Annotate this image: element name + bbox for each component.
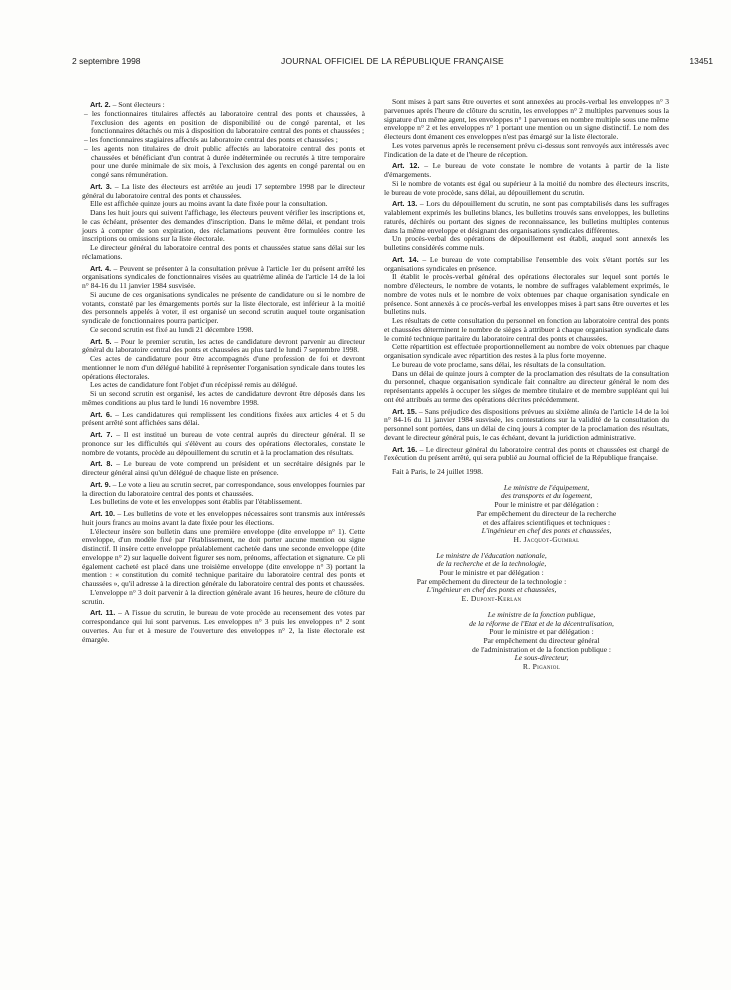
list-item: – les fonctionnaires titulaires affectés au laboratoire central des ponts et chaussées, à l'exclusion des agents en position de disponibilité ou de congé parental, et les fonctionnaires détachés ou mis à disposition du laboratoire central des ponts et chaussées ; <box>84 108 365 136</box>
article-paragraph <box>82 510 365 528</box>
signature-line: de la recherche et de la technologie, <box>436 559 547 569</box>
paragraph: Les actes de candidature font l'objet d'un récépissé remis au délégué. <box>90 380 298 390</box>
article-paragraph <box>82 431 365 457</box>
article-paragraph <box>82 460 365 478</box>
article-number: Art. 5. <box>90 336 112 346</box>
signature-line: Pour le ministre et par délégation : <box>494 500 599 510</box>
article-paragraph <box>82 609 365 644</box>
signature-line: Le ministre de l'équipement, <box>503 482 590 492</box>
elector-list <box>82 110 365 180</box>
article-paragraph <box>384 446 669 464</box>
signature-line: et des affaires scientifiques et techniques : <box>482 517 611 527</box>
article-paragraph <box>384 200 669 235</box>
article-text: – A l'issue du scrutin, le bureau de vote procède au recensement des votes par correspondance qui lui sont parvenus. Les enveloppes n° 3 puis les enveloppes n° 2 sont ouvertes. Au fur et à mesure de l'ouverture des enveloppes n° 2, la liste électorale est émargée. <box>82 608 365 644</box>
paragraph: Dans les huit jours qui suivent l'affichage, les électeurs peuvent vérifier les inscriptions et, le cas échéant, présenter des demandes d'inscription. Dans le même délai, et pendant trois jours à compter de son expiration, des réclamations peuvent être formulées contre les inscriptions ou omissions sur la liste électorale. <box>82 208 365 244</box>
article-text: – Le bureau de vote comprend un président et un secrétaire désignés par le directeur général ainsi qu'un délégué de chaque liste en présence. <box>82 459 366 477</box>
signature-line: L'ingénieur en chef des ponts et chaussées, <box>426 585 557 595</box>
header-date: 2 septembre 1998 <box>72 56 141 66</box>
signature-line: Par empêchement du directeur de la recherche <box>476 508 617 518</box>
signature-line: Pour le ministre et par délégation : <box>439 568 544 578</box>
paragraph: L'enveloppe n° 3 doit parvenir à la direction générale avant 16 heures, heure de clôture du scrutin. <box>82 587 365 606</box>
paragraph: Si aucune de ces organisations syndicales ne présente de candidature ou si le nombre de votants, constaté par les émargements portés sur la liste électorale, est inférieur à la moitié des personnels appelés à voter, il est organisé un second scrutin auquel toute organisation syndicale de fonctionnaires pourra participer. <box>82 289 365 325</box>
article-number: Art. 11. <box>90 608 116 618</box>
signatory-name: H. Jacquot-Guimbal <box>513 534 580 544</box>
signature-area <box>384 484 669 672</box>
paragraph: Si le nombre de votants est égal ou supérieur à la moitié du nombre des électeurs inscrits, le bureau de vote procède, sans délai, au dépouillement du scrutin. <box>384 178 669 197</box>
article-text: – Les candidatures qui remplissent les conditions fixées aux articles 4 et 5 du présent arrêté sont affichées sans délai. <box>82 409 366 428</box>
signature-line: L'ingénieur en chef des ponts et chaussées, <box>481 526 612 536</box>
signature-block <box>314 552 669 604</box>
paragraph: Dans un délai de quinze jours à compter de la proclamation des résultats de la consultation du personnel, chaque organisation syndicale fait connaître au directeur général le nom des représentants appelés à occuper les sièges de membre titulaire et de membre suppléant qui lui ont été attribués au terme des opérations décrites précédemment. <box>384 368 669 404</box>
article-number: Art. 9. <box>90 479 111 489</box>
article-number: Art. 8. <box>90 459 113 469</box>
article-number: Art. 13. <box>392 199 418 209</box>
signature-line: de l'administration et de la fonction publique : <box>471 644 612 654</box>
article-text: – Les bulletins de vote et les enveloppes nécessaires sont transmis aux intéressés huit jours francs au moins avant la date fixée pour les élections. <box>82 509 365 527</box>
article-text: – Peuvent se présenter à la consultation prévue à l'article 1er du présent arrêté les organisations syndicales de fonctionnaires visées au quatrième alinéa de l'article 14 de la loi n° 84-16 du 11 janvier 1984 susvisée. <box>82 263 365 290</box>
article-paragraph <box>384 162 669 180</box>
paragraph: Sont mises à part sans être ouvertes et sont annexées au procès-verbal les enveloppes n° 3 parvenues après l'heure de clôture du scrutin, les enveloppes n° 2 multiples parvenues sous la signature d'un même agent, les enveloppes n° 1 parvenues en nombre multiple sous une même enveloppe n° 2 et les enveloppes n° 1 portant une mention ou un signe distinctif. Le nom des électeurs dont émanent ces enveloppes n'est pas émargé sur la liste électorale. <box>384 97 670 141</box>
article-text: – Lors du dépouillement du scrutin, ne sont pas comptabilisés dans les suffrages valablement exprimés les bulletins blancs, les bulletins trouvés sans enveloppes, les bulletins raturés, déchirés ou portant des signes de reconnaissance, les bulletins multiples contenus dans la même enveloppe et désignant des organisations syndicales différentes. <box>384 199 669 235</box>
article-number: Art. 7. <box>90 430 113 439</box>
article-text: – Il est institué un bureau de vote central auprès du directeur général. Il se prononce sur les difficultés qui s'élèvent au cours des opérations électorales, constate le nombre de votants, procède au dépouillement du scrutin et à la proclamation des résultats. <box>82 430 365 457</box>
paragraph: Ce second scrutin est fixé au lundi 21 décembre 1998. <box>90 324 254 334</box>
article-paragraph <box>82 183 365 201</box>
signature-block <box>424 484 669 545</box>
place-date-line: Fait à Paris, le 24 juillet 1998. <box>392 467 483 476</box>
article-paragraph <box>82 481 365 499</box>
article-text: – Le directeur général du laboratoire central des ponts et chaussées est chargé de l'exécution du présent arrêté, qui sera publié au Journal officiel de la République française. <box>384 444 669 463</box>
article-text: – Sans préjudice des dispositions prévues au sixième alinéa de l'article 14 de la loi n° 84-16 du 11 janvier 1984 susvisée, les contestations sur la validité de la consultation du personnel sont portées, dans un délai de cinq jours à compter de la proclamation des résultats, devant le directeur général puis, le cas échéant, devant la juridiction administrative. <box>384 406 669 442</box>
article-number: Art. 15. <box>392 406 417 416</box>
paragraph: Il établit le procès-verbal général des opérations électorales sur lequel sont portés le nombre d'électeurs, le nombre de votants, le nombre de suffrages valablement exprimés, le nombre de votes nuls et le nombre de voix obtenues par chaque organisation syndicale en présence. Sont annexés à ce procès-verbal les enveloppes mises à part sans être ouvertes et les bulletins nuls. <box>384 272 669 317</box>
list-item: – les agents non titulaires de droit public affectés au laboratoire central des ponts et chaussées et bénéficiant d'un contrat à durée indéterminée ou recrutés à titre temporaire pour une durée minimale de six mois, à l'exclusion des agents en congé parental ou en congé sans rémunération. <box>84 143 365 179</box>
list-item: – les fonctionnaires stagiaires affectés au laboratoire central des ponts et chaussées ; <box>84 135 338 144</box>
article-paragraph <box>82 411 365 429</box>
article-paragraph <box>384 408 669 443</box>
article-text: – Sont électeurs : <box>110 100 165 109</box>
signature-line: de la réforme de l'Etat et de la décentralisation, <box>469 618 614 628</box>
right-column <box>384 98 669 672</box>
paragraph: Elle est affichée quinze jours au moins avant la date fixée pour la consultation. <box>90 199 328 209</box>
article-paragraph <box>384 256 669 274</box>
article-number: Art. 14. <box>392 254 419 264</box>
signature-line: Par empêchement du directeur de la technologie : <box>416 576 567 586</box>
paragraph: Le directeur général du laboratoire central des ponts et chaussées statue sans délai sur les réclamations. <box>82 243 365 261</box>
paragraph: L'électeur insère son bulletin dans une première enveloppe (dite enveloppe n° 1). Cette enveloppe, d'un modèle fixé par l'établissement, ne doit porter aucune mention ou signe distinctif. Il insère cette enveloppe préalablement cachetée dans une seconde enveloppe (dite enveloppe n° 2) sur laquelle doivent figurer ses nom, prénoms, affectation et signature. Ce pli également cacheté est placé dans une troisième enveloppe (dite enveloppe n° 3) portant la mention : « constitution du comité technique paritaire du laboratoire central des ponts et chaussées », qu'il adresse à la direction générale du laboratoire central des ponts et chaussées. <box>82 526 365 588</box>
paragraph: Ces actes de candidature pour être accompagnés d'une profession de foi et devront mentionner le nom d'un délégué habilité à représenter l'organisation syndicale dans toutes les opérations électorales. <box>82 354 365 381</box>
article-number: Art. 3. <box>90 181 112 191</box>
article-number: Art. 10. <box>90 509 116 518</box>
article-text: – Le bureau de vote constate le nombre de votants à partir de la liste d'émargements. <box>384 161 669 179</box>
paragraph: Le bureau de vote proclame, sans délai, les résultats de la consultation. <box>392 359 606 369</box>
article-text: – Pour le premier scrutin, les actes de candidature devront parvenir au directeur général du laboratoire central des ponts et chaussées au plus tard le lundi 7 septembre 1998. <box>82 336 365 355</box>
signature-line: Le ministre de l'éducation nationale, <box>436 550 547 560</box>
paragraph: Les votes parvenus après le recensement prévu ci-dessus sont renvoyés aux intéressés avec l'indication de la date et de l'heure de réception. <box>384 140 669 159</box>
article-number: Art. 6. <box>90 409 112 419</box>
signatory-name: E. Dupont-Kerlan <box>461 594 522 604</box>
signature-line: Le ministre de la fonction publique, <box>487 609 596 619</box>
article-number: Art. 12. <box>392 161 420 171</box>
article-number: Art. 16. <box>392 444 418 454</box>
paragraph: Cette répartition est effectuée proportionnellement au nombre de voix obtenues par chaque organisation syndicale avec répartition des restes à la plus forte moyenne. <box>384 342 669 360</box>
article-number: Art. 4. <box>90 263 112 273</box>
article-number: Art. 2. <box>90 100 111 109</box>
signature-line: Le sous-directeur, <box>514 653 569 663</box>
article-paragraph <box>82 338 365 356</box>
paragraph: Les bulletins de vote et les enveloppes sont établis par l'établissement. <box>90 497 302 507</box>
signature-line: des transports et du logement, <box>500 491 593 501</box>
article-text: – Le bureau de vote comptabilise l'ensemble des voix s'étant portés sur les organisations syndicales en présence. <box>384 254 669 273</box>
article-text: – Le vote a lieu au scrutin secret, par correspondance, sous enveloppes fournies par la direction du laboratoire central des ponts et chaussées. <box>82 479 365 498</box>
signature-line: Pour le ministre et par délégation : <box>489 627 594 637</box>
article-text: – La liste des électeurs est arrêtée au jeudi 17 septembre 1998 par le directeur général du laboratoire central des ponts et chaussées. <box>82 181 365 200</box>
signature-block <box>414 611 669 672</box>
signature-line: Par empêchement du directeur général <box>483 636 600 645</box>
journal-title: JOURNAL OFFICIEL DE LA RÉPUBLIQUE FRANÇAISE <box>281 56 504 66</box>
article-paragraph <box>82 265 365 291</box>
page-number: 13451 <box>689 56 713 66</box>
paragraph: Un procès-verbal des opérations de dépouillement est établi, auquel sont annexés les bulletins considérés comme nuls. <box>384 234 669 252</box>
paragraph: Les résultats de cette consultation du personnel en fonction au laboratoire central des ponts et chaussées déterminent le nombre de sièges à attribuer à chaque organisation syndicale dans le comité technique paritaire du laboratoire central des ponts et chaussées. <box>384 316 669 343</box>
paragraph: Si un second scrutin est organisé, les actes de candidature devront être déposés dans les mêmes conditions au plus tard le lundi 16 novembre 1998. <box>82 389 365 407</box>
signatory-name: R. Piganiol <box>522 662 561 672</box>
right-column-articles <box>384 98 669 463</box>
